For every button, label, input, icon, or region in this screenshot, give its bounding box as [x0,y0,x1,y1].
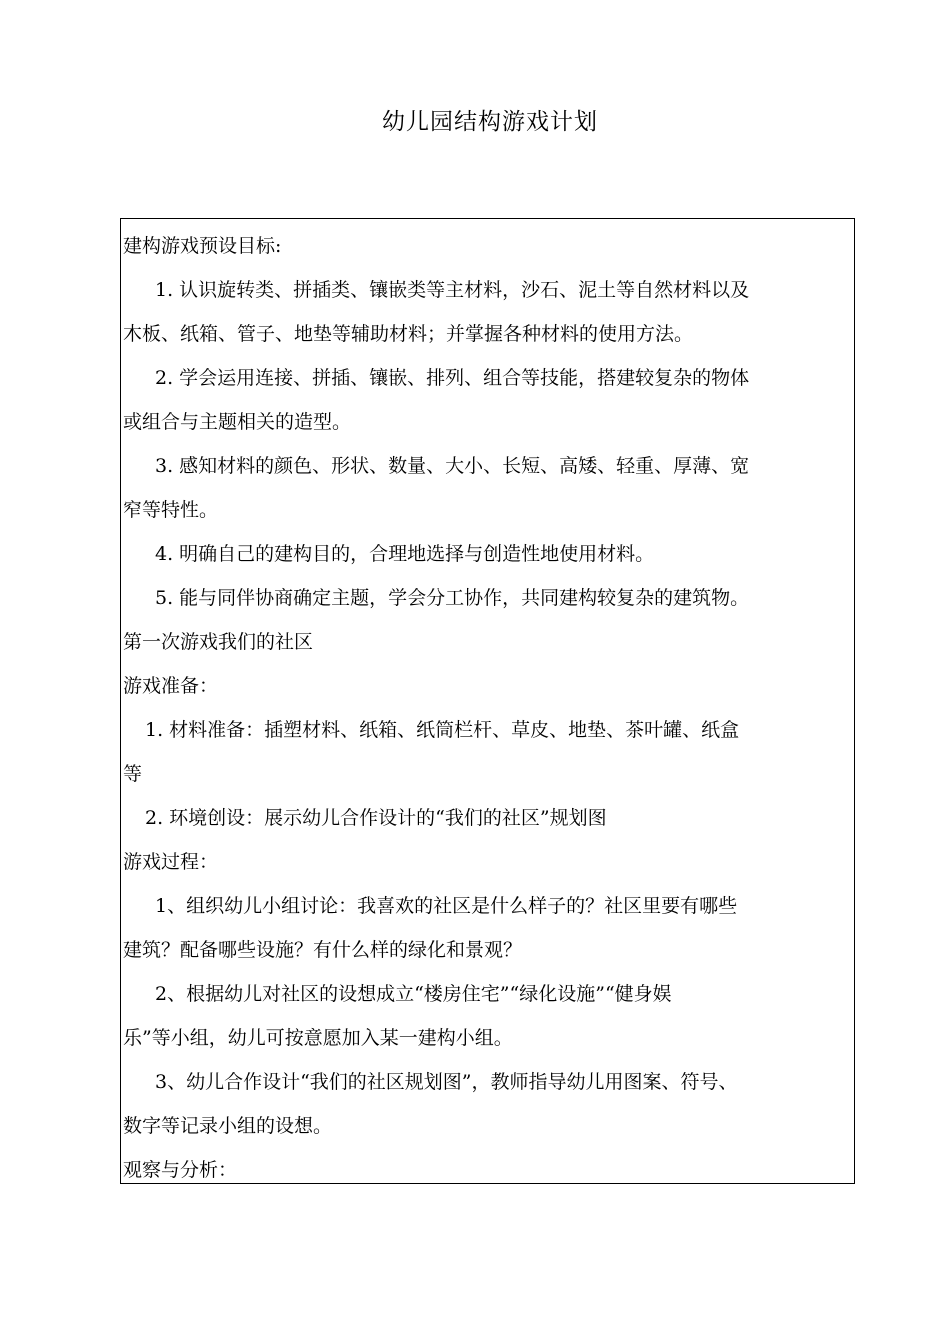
process-3-line-1: 3、幼儿合作设计“我们的社区规划图”，教师指导幼儿用图案、符号、 [155,1071,738,1093]
preparation-1-line-2: 等 [123,763,143,785]
preparation-2: 2. 环境创设：展示幼儿合作设计的“我们的社区”规划图 [145,807,607,829]
section-heading-process: 游戏过程： [123,851,219,873]
process-1-line-1: 1、组织幼儿小组讨论：我喜欢的社区是什么样子的？社区里要有哪些 [155,895,738,917]
process-1-line-2: 建筑？配备哪些设施？有什么样的绿化和景观？ [123,939,523,961]
goal-3-line-1: 3. 感知材料的颜色、形状、数量、大小、长短、高矮、轻重、厚薄、宽 [155,455,750,477]
preparation-1-line-1: 1. 材料准备：插塑材料、纸箱、纸筒栏杆、草皮、地垫、茶叶罐、纸盒 [145,719,740,741]
goal-2-line-2: 或组合与主题相关的造型。 [123,411,352,433]
goal-1-line-1: 1. 认识旋转类、拼插类、镶嵌类等主材料，沙石、泥土等自然材料以及 [155,279,750,301]
section-heading-observation: 观察与分析： [123,1159,238,1181]
session-heading: 第一次游戏我们的社区 [123,631,314,653]
section-heading-preparation: 游戏准备： [123,675,219,697]
page-title: 幼儿园结构游戏计划 [382,109,598,135]
goal-5: 5. 能与同伴协商确定主题，学会分工协作，共同建构较复杂的建筑物。 [155,587,750,609]
goal-4: 4. 明确自己的建构目的，合理地选择与创造性地使用材料。 [155,543,655,565]
content-box [120,218,855,1184]
process-2-line-2: 乐”等小组，幼儿可按意愿加入某一建构小组。 [123,1027,513,1049]
goal-2-line-1: 2. 学会运用连接、拼插、镶嵌、排列、组合等技能，搭建较复杂的物体 [155,367,750,389]
goal-1-line-2: 木板、纸箱、管子、地垫等辅助材料；并掌握各种材料的使用方法。 [123,323,694,345]
process-3-line-2: 数字等记录小组的设想。 [123,1115,333,1137]
goal-3-line-2: 窄等特性。 [123,499,219,521]
section-heading-goals: 建构游戏预设目标: [123,235,282,257]
process-2-line-1: 2、根据幼儿对社区的设想成立“楼房住宅”“绿化设施”“健身娱 [155,983,672,1005]
